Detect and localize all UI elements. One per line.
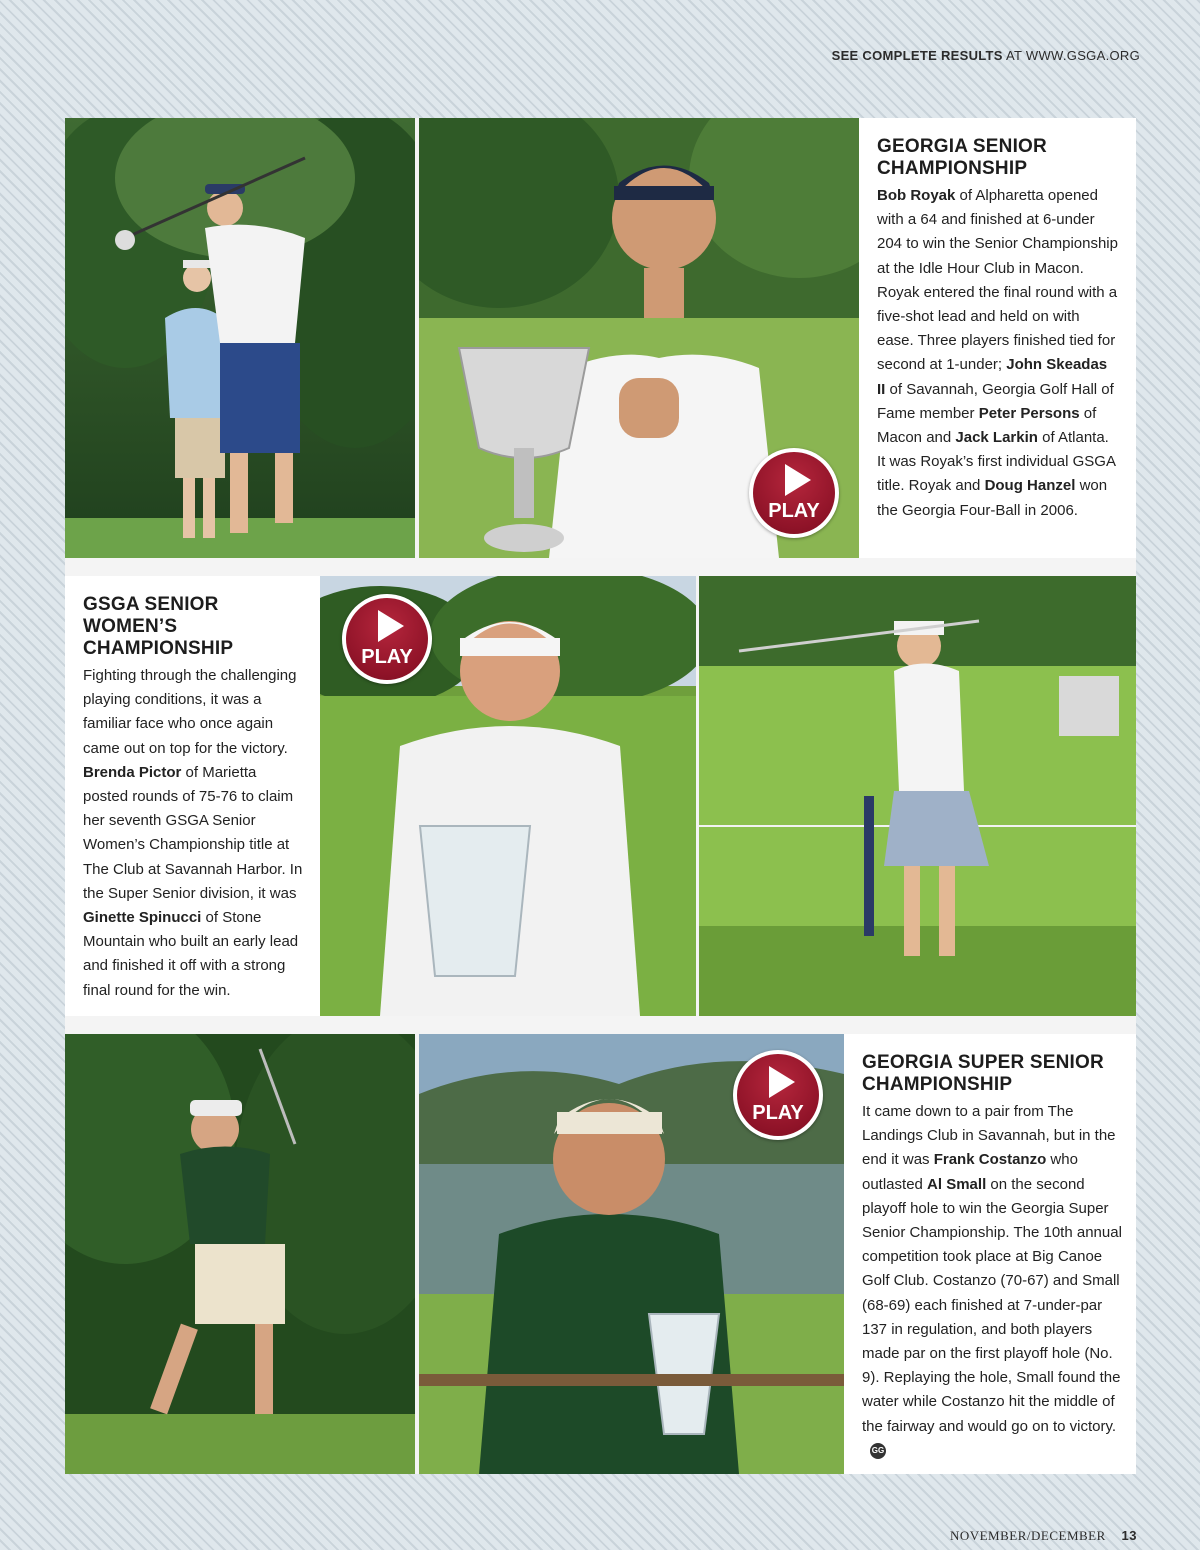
title-line: CHAMPIONSHIP [877, 158, 1028, 179]
name-highlight: John Skeadas II [877, 356, 1108, 398]
play-button-inner [753, 452, 835, 534]
name-highlight: Bob Royak [877, 187, 956, 204]
body-text: of Savannah, Georgia Golf Hall of Fame member [877, 380, 1114, 422]
title-line: GEORGIA SENIOR [877, 136, 1047, 157]
header-bar [0, 0, 1200, 100]
photo-spinucci-swing [699, 576, 1136, 1016]
play-label: PLAY [361, 646, 413, 668]
body-text: of Macon and [877, 404, 1097, 447]
play-button-video-3[interactable] [733, 1050, 823, 1140]
body-text: It came down to a pair from The Landings Club in Savannah, but in the end it was [862, 1103, 1116, 1169]
play-label: PLAY [752, 1102, 804, 1124]
body-text: of Stone Mountain who built an early lead and finished it off with a strong final round for the win. [83, 909, 299, 999]
body-text: who outlasted [862, 1151, 1078, 1193]
title-senior-womens [83, 594, 304, 660]
body-text: of Alpharetta opened with a 64 and finished at 6-under 204 to win the Senior Championship at the Idle Hour Club in Macon. Royak entered the final round with a five-shot lead and held on with ease. Three players finished tied for second at 1-under; [877, 187, 1118, 374]
name-highlight: Brenda Pictor [83, 763, 182, 781]
page-number: 13 [1121, 1528, 1137, 1543]
panel-georgia-senior [859, 118, 1136, 558]
play-icon [378, 610, 404, 642]
title-line: CHAMPIONSHIP [83, 638, 234, 659]
title-georgia-senior [877, 136, 1118, 180]
name-highlight: Jack Larkin [955, 429, 1038, 447]
photo-pictor-trophy [320, 576, 696, 1016]
name-highlight: Ginette Spinucci [83, 909, 202, 927]
play-button-inner [346, 598, 428, 680]
results-link[interactable] [832, 48, 1140, 63]
play-button-video-2[interactable] [342, 594, 432, 684]
play-button-inner [737, 1054, 819, 1136]
body-text: won the Georgia Four-Ball in 2006. [877, 477, 1108, 519]
name-highlight: Doug Hanzel [984, 477, 1076, 495]
photo-costanzo-swing [65, 1034, 415, 1474]
name-highlight: Peter Persons [978, 404, 1080, 422]
title-super-senior [862, 1052, 1122, 1096]
title-line: GEORGIA SUPER SENIOR [862, 1052, 1104, 1073]
title-line: GSGA SENIOR [83, 594, 219, 615]
results-link-bold: SEE COMPLETE RESULTS [831, 48, 1003, 63]
play-button-video-1[interactable] [749, 448, 839, 538]
play-icon [785, 464, 811, 496]
photo-royak-swing [65, 118, 415, 558]
body-text: Fighting through the challenging playing conditions, it was a familiar face who once again came out on top for the victory. [83, 667, 297, 757]
photo-royak-trophy [419, 118, 859, 558]
name-highlight: Frank Costanzo [933, 1151, 1047, 1169]
body-text: of Atlanta. It was Royak’s first individual GSGA title. Royak and [877, 429, 1116, 495]
page-footer [950, 1528, 1137, 1544]
title-line: CHAMPIONSHIP [862, 1074, 1013, 1095]
issue-label: NOVEMBER/DECEMBER [949, 1528, 1106, 1543]
body-senior-womens [83, 664, 304, 1003]
name-highlight: Al Small [927, 1175, 987, 1193]
gg-logo-icon: GG [870, 1443, 886, 1459]
content-area [65, 118, 1136, 1474]
play-label: PLAY [768, 500, 820, 522]
panel-senior-womens [65, 576, 320, 1016]
body-text: on the second playoff hole to win the Georgia Super Senior Championship. The 10th annual competition took place at Big Canoe Golf Club. Costanzo (70-67) and Small (68-69) each finished at 7-under-par 137 in regulation, and both players made par on the first playoff hole (No. 9). Replaying the hole, Small found the water while Costanzo hit the middle of the fairway and would go on to victory. [862, 1175, 1122, 1435]
panel-super-senior [844, 1034, 1136, 1474]
results-link-url: AT WWW.GSGA.ORG [1005, 48, 1140, 63]
body-text: of Marietta posted rounds of 75-76 to claim her seventh GSGA Senior Women’s Championship title at The Club at Savannah Harbor. In the Super Senior division, it was [83, 763, 303, 902]
title-line: WOMEN’S [83, 616, 178, 637]
photo-costanzo-trophy [419, 1034, 844, 1474]
body-super-senior [862, 1100, 1122, 1463]
body-georgia-senior [877, 184, 1118, 523]
play-icon [769, 1066, 795, 1098]
